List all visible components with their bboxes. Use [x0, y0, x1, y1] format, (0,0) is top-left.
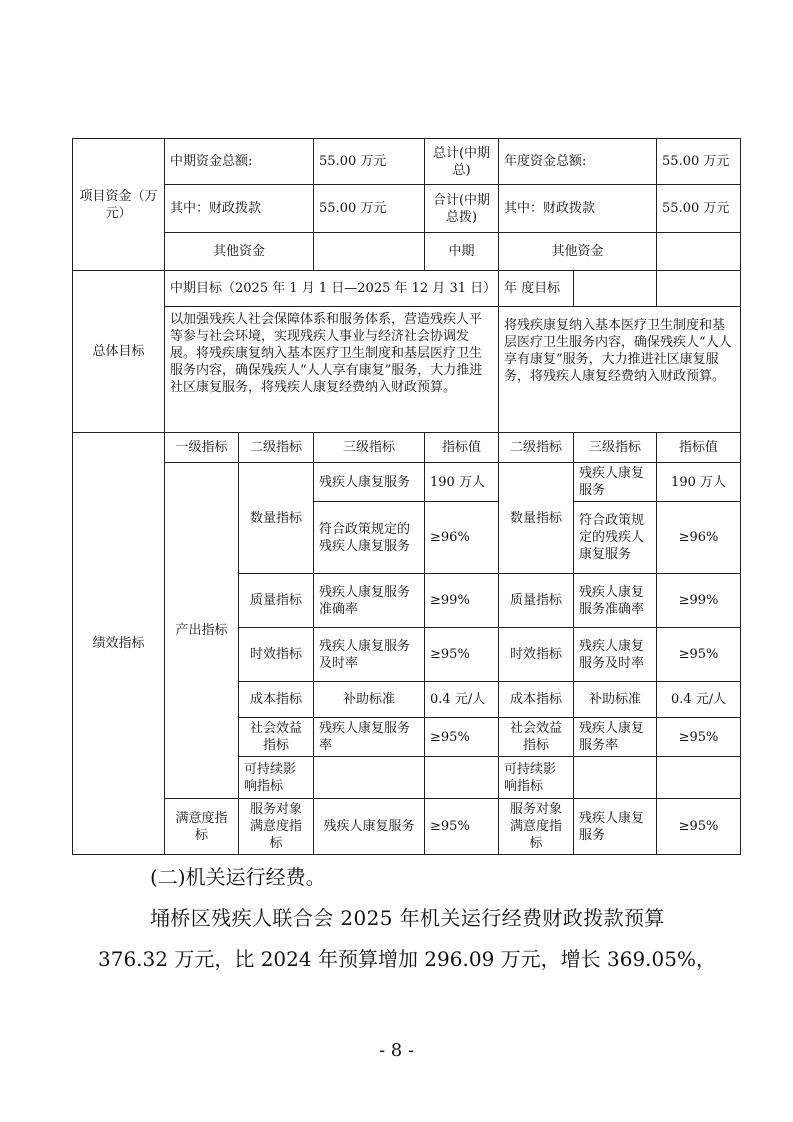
annual-fiscal-label: 其中：财政拨款	[499, 185, 657, 233]
annual-total-label: 年度资金总额:	[499, 139, 657, 185]
sustain-mid-blank	[314, 757, 425, 799]
header-level2-ann: 二级指标	[499, 433, 574, 463]
q2-mid-value: ≥96%	[425, 502, 499, 574]
q1-ann: 残疾人康复服务	[574, 463, 657, 502]
cost-ann-value: 0.4 元/人	[657, 682, 741, 718]
mid-fiscal-value: 55.00 万元	[314, 185, 425, 233]
sat-ann: 残疾人康复服务	[574, 799, 657, 855]
mid-goal-text: 以加强残疾人社会保障体系和服务体系，营造残疾人平等参与社会环境，实现残疾人事业与经济社会协调发展。将残疾康复纳入基本医疗卫生制度和基层医疗卫生服务内容，确保残疾人“人人享有康复”服务，大力推进社区康复服务，将残疾人康复经费纳入财政预算。	[165, 307, 499, 433]
social-mid-label: 社会效益指标	[239, 718, 314, 757]
goals-label: 总体目标	[73, 271, 165, 433]
social-ann: 残疾人康复服务率	[574, 718, 657, 757]
annual-goal-text: 将残疾康复纳入基本医疗卫生制度和基层医疗卫生服务内容，确保残疾人“人人享有康复”服务，大力推进社区康复服务，将残疾人康复经费纳入财政预算。	[499, 307, 741, 433]
funds-label: 项目资金（万元）	[73, 139, 165, 271]
perf-label: 绩效指标	[73, 433, 165, 855]
output-indicator-label: 产出指标	[165, 463, 239, 799]
q1-mid-value: 190 万人	[425, 463, 499, 502]
sum-mid-label: 合计(中期总拨)	[425, 185, 499, 233]
time-mid: 残疾人康复服务及时率	[314, 628, 425, 682]
annual-other-label: 其他资金	[499, 233, 657, 271]
header-level3-ann: 三级指标	[574, 433, 657, 463]
body-line-1: 埇桥区残疾人联合会 2025 年机关运行经费财政拨款预算	[150, 906, 665, 930]
annual-fiscal-value: 55.00 万元	[657, 185, 741, 233]
sustain-ann-value-blank	[657, 757, 741, 799]
q1-ann-value: 190 万人	[657, 463, 741, 502]
social-mid: 残疾人康复服务率	[314, 718, 425, 757]
cost-mid: 补助标准	[314, 682, 425, 718]
time-ann-value: ≥95%	[657, 628, 741, 682]
q2-ann-value: ≥96%	[657, 502, 741, 574]
quality-ann: 残疾人康复服务准确率	[574, 574, 657, 628]
mid-other-value	[314, 233, 425, 271]
total-mid-label: 总计(中期总)	[425, 139, 499, 185]
cost-mid-label: 成本指标	[239, 682, 314, 718]
sustain-ann-blank	[574, 757, 657, 799]
quality-ann-value: ≥99%	[657, 574, 741, 628]
sustain-mid-label: 可持续影响指标	[239, 757, 314, 799]
cost-mid-value: 0.4 元/人	[425, 682, 499, 718]
cost-ann: 补助标准	[574, 682, 657, 718]
annual-goal-header-blank	[574, 271, 657, 307]
sat-ann-value: ≥95%	[657, 799, 741, 855]
q1-mid: 残疾人康复服务	[314, 463, 425, 502]
time-ann-label: 时效指标	[499, 628, 574, 682]
header-level1: 一级指标	[165, 433, 239, 463]
sustain-ann-label: 可持续影响指标	[499, 757, 574, 799]
header-value-mid: 指标值	[425, 433, 499, 463]
sat-mid: 残疾人康复服务	[314, 799, 425, 855]
performance-goal-table	[72, 138, 741, 855]
mid-short-label: 中期	[425, 233, 499, 271]
social-ann-value: ≥95%	[657, 718, 741, 757]
header-value-ann: 指标值	[657, 433, 741, 463]
quality-mid: 残疾人康复服务准确率	[314, 574, 425, 628]
annual-total-value: 55.00 万元	[657, 139, 741, 185]
section-heading: (二)机关运行经费。	[150, 865, 326, 889]
quality-mid-value: ≥99%	[425, 574, 499, 628]
page-number: - 8 -	[378, 1040, 415, 1061]
annual-goal-header-blank-2	[657, 271, 741, 307]
mid-other-label: 其他资金	[165, 233, 314, 271]
time-ann: 残疾人康复服务及时率	[574, 628, 657, 682]
time-mid-label: 时效指标	[239, 628, 314, 682]
sat-mid-label: 服务对象满意度指标	[239, 799, 314, 855]
header-level3-mid: 三级指标	[314, 433, 425, 463]
quality-ann-label: 质量指标	[499, 574, 574, 628]
social-mid-value: ≥95%	[425, 718, 499, 757]
social-ann-label: 社会效益指标	[499, 718, 574, 757]
quantity-mid-label: 数量指标	[239, 463, 314, 574]
mid-total-label: 中期资金总额:	[165, 139, 314, 185]
q2-mid: 符合政策规定的残疾人康复服务	[314, 502, 425, 574]
header-level2-mid: 二级指标	[239, 433, 314, 463]
q2-ann: 符合政策规定的残疾人康复服务	[574, 502, 657, 574]
satisfaction-indicator-label: 满意度指标	[165, 799, 239, 855]
mid-goal-header: 中期目标（2025 年 1 月 1 日—2025 年 12 月 31 日）	[165, 271, 499, 307]
time-mid-value: ≥95%	[425, 628, 499, 682]
mid-fiscal-label: 其中：财政拨款	[165, 185, 314, 233]
quality-mid-label: 质量指标	[239, 574, 314, 628]
mid-total-value: 55.00 万元	[314, 139, 425, 185]
sustain-mid-value-blank	[425, 757, 499, 799]
annual-other-value	[657, 233, 741, 271]
quantity-ann-label: 数量指标	[499, 463, 574, 574]
body-line-2: 376.32 万元，比 2024 年预算增加 296.09 万元，增长 369.05%，	[98, 947, 716, 971]
sat-ann-label: 服务对象满意度指标	[499, 799, 574, 855]
sat-mid-value: ≥95%	[425, 799, 499, 855]
cost-ann-label: 成本指标	[499, 682, 574, 718]
annual-goal-header: 年 度目标	[499, 271, 574, 307]
